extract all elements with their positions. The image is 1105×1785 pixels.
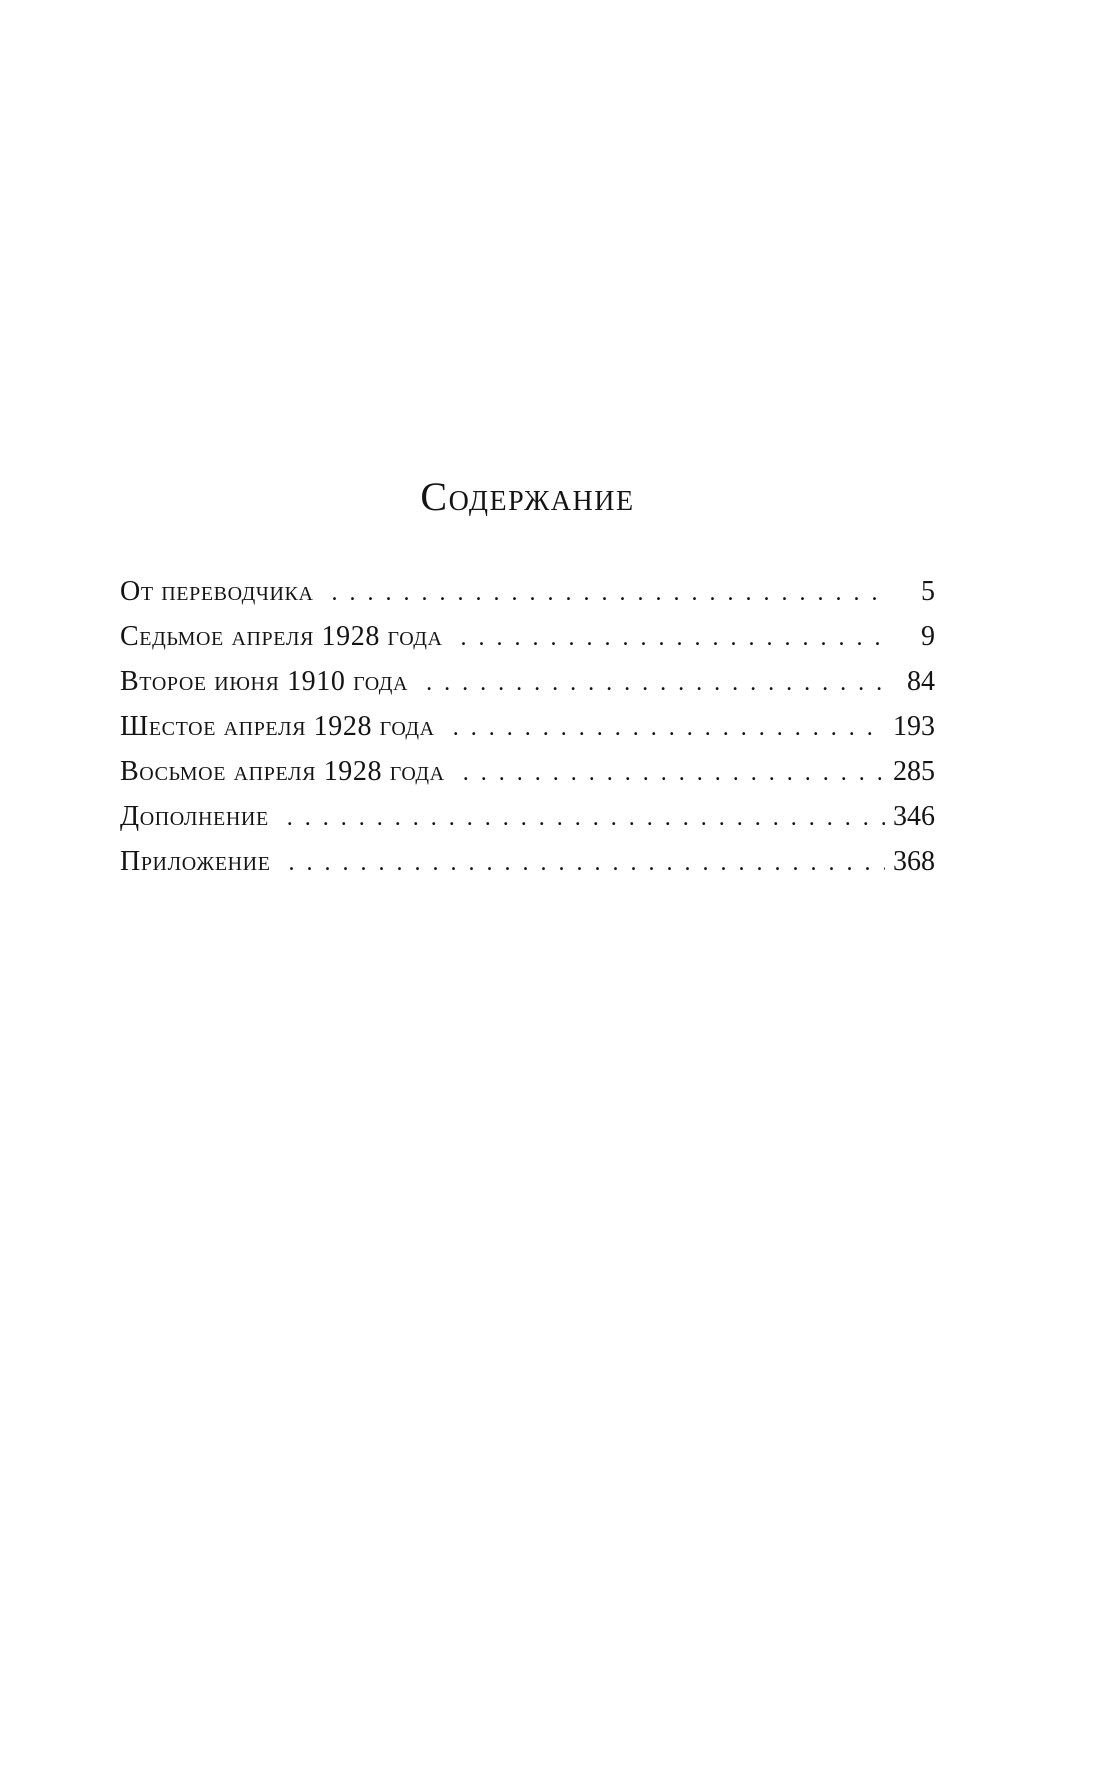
toc-dot-leader	[271, 843, 885, 883]
toc-entry	[120, 572, 935, 617]
toc-entry	[120, 707, 935, 752]
toc-entry-label: Дополнение	[120, 801, 269, 832]
toc-dot-leader	[435, 708, 885, 748]
toc-entry	[120, 842, 935, 887]
toc-entry	[120, 752, 935, 797]
toc-list	[120, 572, 935, 887]
toc-dot-leader	[269, 798, 885, 838]
toc-title: Содержание	[420, 474, 635, 519]
toc-entry-label: Второе июня 1910 года	[120, 666, 409, 697]
toc-page-number: 368	[893, 846, 935, 877]
toc-entry-label: От переводчика	[120, 576, 314, 607]
toc-page-number: 9	[921, 621, 935, 652]
toc-page-number: 346	[893, 801, 935, 832]
toc-entry	[120, 797, 935, 842]
toc-entry-label: Восьмое апреля 1928 года	[120, 756, 445, 787]
toc-dot-leader	[408, 663, 885, 703]
toc-page-number: 193	[893, 711, 935, 742]
toc-page-number: 285	[893, 756, 935, 787]
toc-page-number: 5	[921, 576, 935, 607]
toc-entry-label: Седьмое апреля 1928 года	[120, 621, 443, 652]
toc-dot-leader	[314, 573, 886, 613]
toc-entry	[120, 662, 935, 707]
toc-entry-label: Шестое апреля 1928 года	[120, 711, 435, 742]
toc-dot-leader	[443, 618, 885, 658]
toc-dot-leader	[445, 753, 885, 793]
toc-entry	[120, 617, 935, 662]
toc-entry-label: Приложение	[120, 846, 271, 877]
toc-page-number: 84	[907, 666, 935, 697]
